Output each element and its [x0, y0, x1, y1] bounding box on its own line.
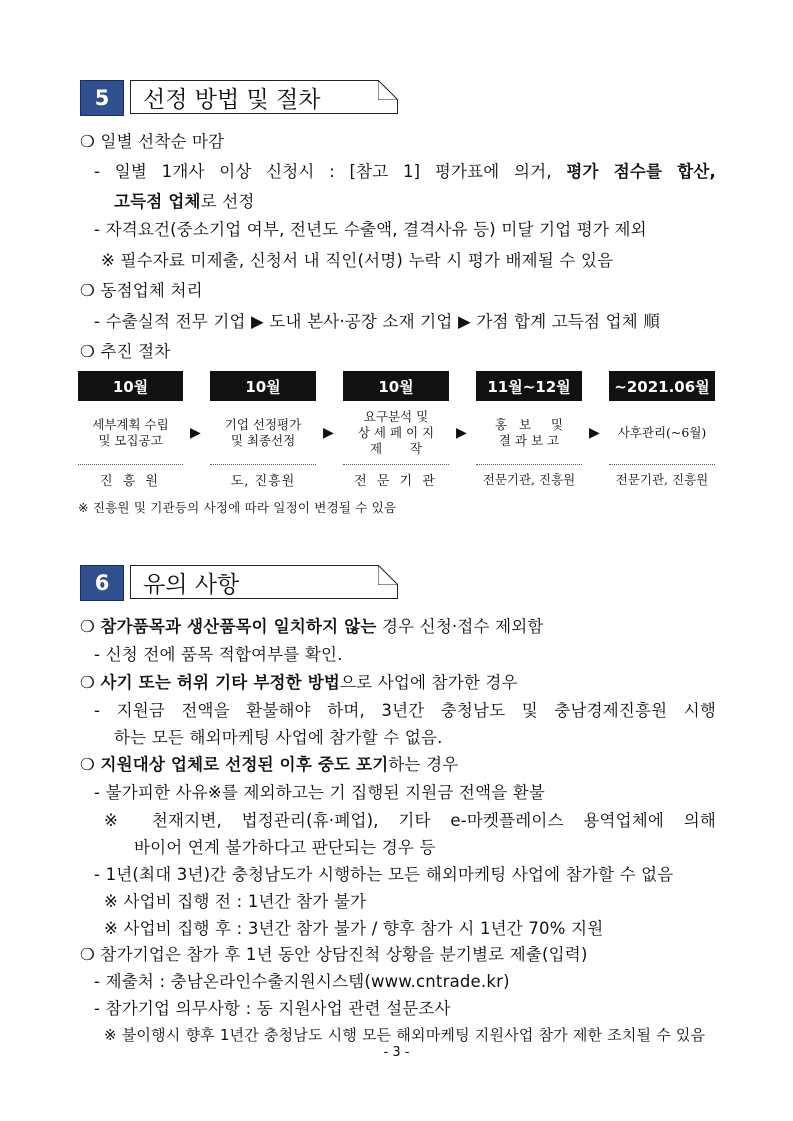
- process-step-2-month: 10월: [210, 371, 316, 401]
- notice-item-withdraw-refund: - 불가피한 사유※를 제외하고는 기 집행된 지원금 전액을 환불: [94, 783, 546, 802]
- item-tie-order: - 수출실적 전무 기업 ▶ 도내 본사·공장 소재 기업 ▶ 가점 합계 고득점 업체 順: [94, 312, 661, 331]
- item-evaluation-rule: - 일별 1개사 이상 신청시 : [참고 1] 평가표에 의거, 평가 점수를 합산,: [94, 162, 716, 181]
- section-6-number: 6: [80, 565, 124, 601]
- bullet-icon: ❍: [80, 132, 95, 151]
- notice-item-refund: - 지원금 전액을 환불해야 하며, 3년간 충청남도 및 충남경제진흥원 시행: [94, 701, 716, 720]
- arrow-right-icon: ▶: [456, 425, 467, 441]
- note-after-spending: ※ 사업비 집행 후 : 3년간 참가 불가 / 향후 참가 시 1년간 70% 지원: [104, 919, 604, 938]
- process-step-4-owner: 전문기관, 진흥원: [482, 472, 576, 487]
- divider: [78, 464, 183, 465]
- notice-item-check: - 신청 전에 품목 적합여부를 확인.: [94, 645, 343, 664]
- note-force-majeure-cont: 바이어 연계 불가하다고 판단되는 경우 등: [134, 838, 436, 857]
- section-5-number: 5: [80, 80, 124, 116]
- page-number: - 3 -: [383, 1045, 410, 1060]
- bullet-icon: ❍: [80, 673, 95, 692]
- bullet-icon: ❍: [80, 755, 95, 774]
- notice-item-mismatch: ❍ 참가품목과 생산품목이 일치하지 않는 경우 신청·접수 제외함: [80, 617, 544, 636]
- folded-corner-icon: [378, 565, 398, 585]
- divider: [343, 464, 449, 465]
- item-procedure: ❍ 추진 절차: [80, 342, 171, 361]
- process-step-3-month: 10월: [343, 371, 449, 401]
- divider: [210, 464, 316, 465]
- process-step-2-body: 기업 선정평가 및 최종선정: [224, 417, 302, 448]
- notice-item-reporting: ❍ 참가기업은 참가 후 1년 동안 상담진척 상황을 분기별로 제출(입력): [80, 945, 588, 964]
- divider: [476, 464, 582, 465]
- item-qualification: - 자격요건(중소기업 여부, 전년도 수출액, 결격사유 등) 미달 기업 평가 제외: [94, 220, 647, 239]
- process-step-5-month: ~2021.06월: [609, 371, 715, 401]
- process-step-1-owner: 진 흥 원: [100, 474, 161, 489]
- arrow-right-icon: ▶: [190, 425, 201, 441]
- process-step-1-body: 세부계획 수립 및 모집공고: [92, 417, 169, 448]
- note-before-spending: ※ 사업비 집행 전 : 1년간 참가 불가: [104, 892, 367, 911]
- notice-item-fraud: ❍ 사기 또는 허위 기타 부정한 방법으로 사업에 참가한 경우: [80, 673, 518, 692]
- folded-corner-icon: [378, 80, 398, 100]
- notice-item-withdraw: ❍ 지원대상 업체로 선정된 이후 중도 포기하는 경우: [80, 755, 459, 774]
- arrow-right-icon: ▶: [323, 425, 334, 441]
- section-6-title: [130, 565, 398, 599]
- note-noncompliance: ※ 불이행시 향후 1년간 충청남도 시행 모든 해외마케팅 지원사업 참가 제한 조치될 수 있음: [104, 1026, 706, 1044]
- process-step-3-body: 요구분석 및 상 세 페 이 지 제 작: [357, 409, 435, 456]
- process-step-4-body: 홍 보 및 결 과 보 고: [494, 417, 563, 448]
- item-evaluation-rule-cont: 고득점 업체로 선정: [114, 192, 255, 211]
- section-5-title: [130, 80, 398, 114]
- item-daily-deadline: ❍ 일별 선착순 마감: [80, 132, 225, 151]
- bullet-icon: ❍: [80, 281, 95, 300]
- process-step-5-owner: 전문기관, 진흥원: [615, 472, 709, 487]
- note-required-docs: ※ 필수자료 미제출, 신청서 내 직인(서명) 누락 시 평가 배제될 수 있음: [101, 251, 614, 270]
- process-step-3-owner: 전 문 기 관: [354, 474, 438, 489]
- process-step-2-owner: 도, 진흥원: [230, 474, 296, 489]
- bullet-icon: ❍: [80, 617, 95, 636]
- process-step-5-body: 사후관리(~6월): [617, 425, 707, 440]
- arrow-right-icon: ▶: [589, 425, 600, 441]
- divider: [609, 464, 715, 465]
- notice-item-survey: - 참가기업 의무사항 : 동 지원사업 관련 설문조사: [94, 999, 451, 1018]
- process-step-4-month: 11월~12월: [476, 371, 582, 401]
- notice-item-ban: - 1년(최대 3년)간 충청남도가 시행하는 모든 해외마케팅 사업에 참가할 수 없음: [94, 865, 674, 884]
- section-6-title-text: 유의 사항: [143, 571, 240, 598]
- notice-item-submit-to: - 제출처 : 충남온라인수출지원시스템(www.cntrade.kr): [94, 972, 510, 991]
- note-force-majeure: ※ 천재지변, 법정관리(휴·폐업), 기타 e-마켓플레이스 용역업체에 의해: [104, 811, 716, 830]
- section-5-title-text: 선정 방법 및 절차: [143, 86, 321, 113]
- item-tie-handling: ❍ 동점업체 처리: [80, 281, 203, 300]
- bullet-icon: ❍: [80, 342, 95, 361]
- notice-item-refund-cont: 하는 모든 해외마케팅 사업에 참가할 수 없음.: [114, 728, 443, 747]
- process-note: ※ 진흥원 및 기관등의 사정에 따라 일정이 변경될 수 있음: [78, 500, 397, 515]
- process-step-1-month: 10월: [78, 371, 183, 401]
